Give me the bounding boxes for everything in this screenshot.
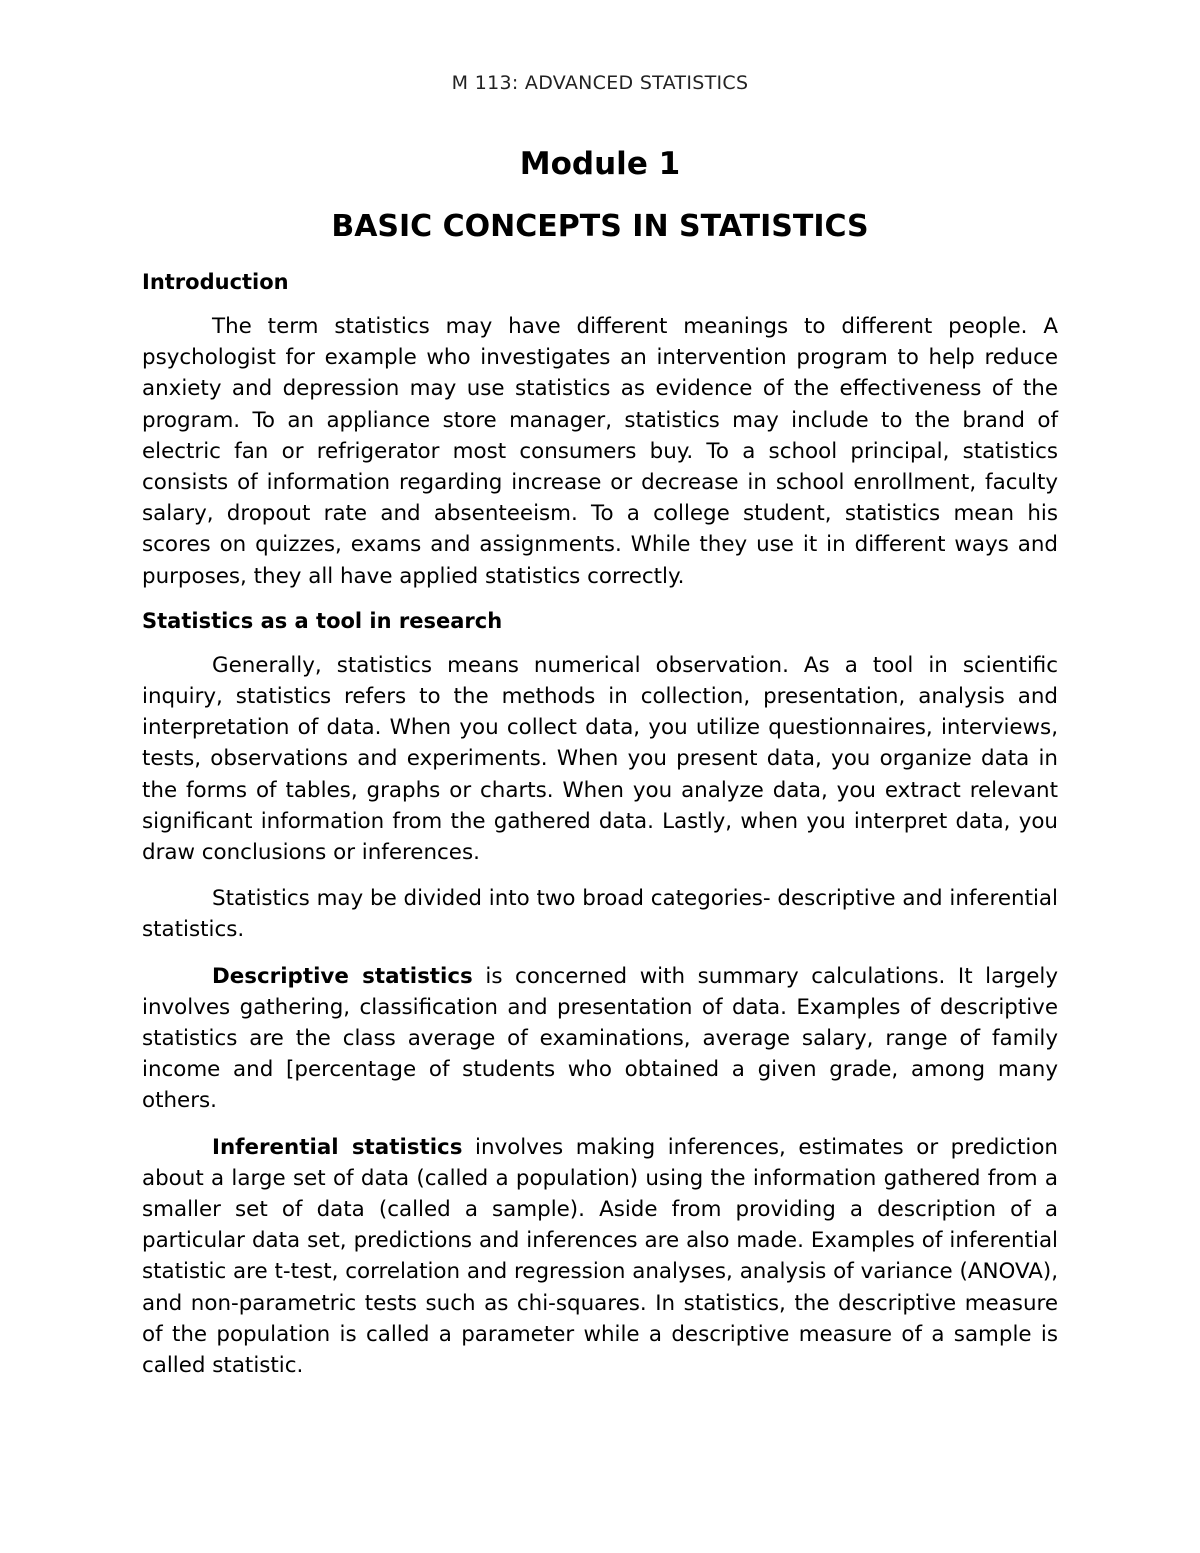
paragraph-inferential-statistics (142, 1132, 1058, 1382)
descriptive-statistics-text: is concerned with summary calculations. It largely involves gathering, classification and presentation of data. Examples of descriptive statistics are the class average of examinations, average salary, range of family income and [percentage of students who obtained a given grade, among many others. (142, 963, 1058, 1114)
document-body (142, 268, 1058, 1396)
module-title: Module 1 (519, 146, 681, 182)
paragraph-categories: Statistics may be divided into two broad categories- descriptive and inferential statistics. (142, 886, 1058, 943)
section-heading-introduction: Introduction (142, 270, 289, 294)
paragraph-descriptive-statistics (142, 961, 1058, 1117)
paragraph-introduction: The term statistics may have different meanings to different people. A psychologist for example who investigates an intervention program to help reduce anxiety and depression may use statistics as evidence of the effectiveness of the program. To an appliance store manager, statistics may include to the brand of electric fan or refrigerator most consumers buy. To a school principal, statistics consists of information regarding increase or decrease in school enrollment, faculty salary, dropout rate and absenteeism. To a college student, statistics mean his scores on quizzes, exams and assignments. While they use it in different ways and purposes, they all have applied statistics correctly. (142, 314, 1058, 589)
course-header: M 113: ADVANCED STATISTICS (451, 72, 749, 94)
section-heading-tool-in-research: Statistics as a tool in research (142, 608, 503, 633)
inferential-statistics-text: involves making inferences, estimates or prediction about a large set of data (called a population) using the information gathered from a smaller set of data (called a sample). Aside from providing a description of a particular data set, predictions and inferences are also made. Examples of inferential statistic are t-test, correlation and regression analyses, analysis of variance (ANOVA), and non-parametric tests such as chi-squares. In statistics, the descriptive measure of the population is called a parameter while a descriptive measure of a sample is called statistic. (142, 1134, 1058, 1379)
term-inferential-statistics: Inferential statistics (212, 1134, 463, 1160)
paragraph-tool-in-research: Generally, statistics means numerical observation. As a tool in scientific inquiry, statistics refers to the methods in collection, presentation, analysis and interpretation of data. When you collect data, you utilize questionnaires, interviews, tests, observations and experiments. When you present data, you organize data in the forms of tables, graphs or charts. When you analyze data, you extract relevant significant information from the gathered data. Lastly, when you interpret data, you draw conclusions or inferences. (142, 652, 1058, 866)
term-descriptive-statistics: Descriptive statistics (212, 963, 473, 989)
page-title: BASIC CONCEPTS IN STATISTICS (331, 209, 869, 244)
